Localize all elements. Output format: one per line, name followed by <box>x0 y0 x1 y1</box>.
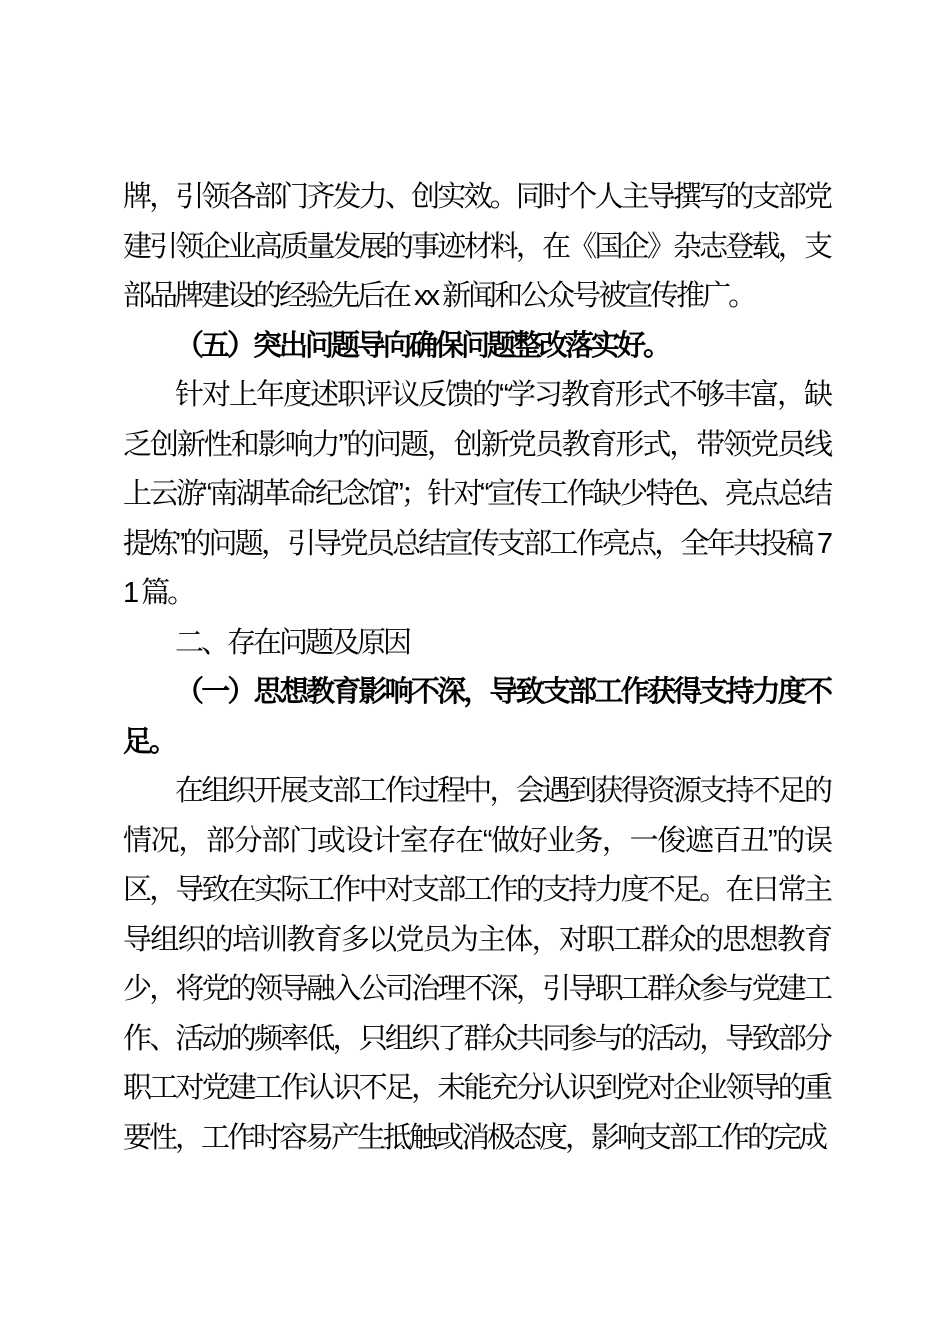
heading-problem-1: （一）思想教育影响不深，导致支部工作获得支持力度不足。 <box>123 676 830 758</box>
section-2-title: 二、存在问题及原因 <box>175 626 410 659</box>
paragraph-rectification: 针对上年度述职评议反馈的“学习教育形式不够丰富，缺乏创新性和影响力”的问题，创新党员教育形式，带领党员线上云游“南湖革命纪念馆”；针对“宣传工作缺少特色、亮点总结提炼”的问题，引导党员总结宣传支部工作亮点，全年共投稿 71 篇。 <box>123 379 830 609</box>
paragraph-problem-detail: 在组织开展支部工作过程中，会遇到获得资源支持不足的情况，部分部门或设计室存在“做好业务，一俊遮百丑”的误区，导致在实际工作中对支部工作的支持力度不足。在日常主导组织的培训教育多以党员为主体，对职工群众的思想教育少，将党的领导融入公司治理不深，引导职工群众参与党建工作、活动的频率低，只组织了群众共同参与的活动，导致部分职工对党建工作认识不足，未能充分认识到党对企业领导的重要性，工作时容易产生抵触或消极态度，影响支部工作的完成 <box>123 775 830 1154</box>
heading-item-5: （五）突出问题导向确保问题整改落实好。 <box>175 329 670 362</box>
paragraph-continuation: 牌，引领各部门齐发力、创实效。同时个人主导撰写的支部党建引领企业高质量发展的事迹材料，在《国企》杂志登载，支部品牌建设的经验先后在 xx 新闻和公众号被宣传推广。 <box>123 181 830 312</box>
document-body <box>123 173 830 1163</box>
